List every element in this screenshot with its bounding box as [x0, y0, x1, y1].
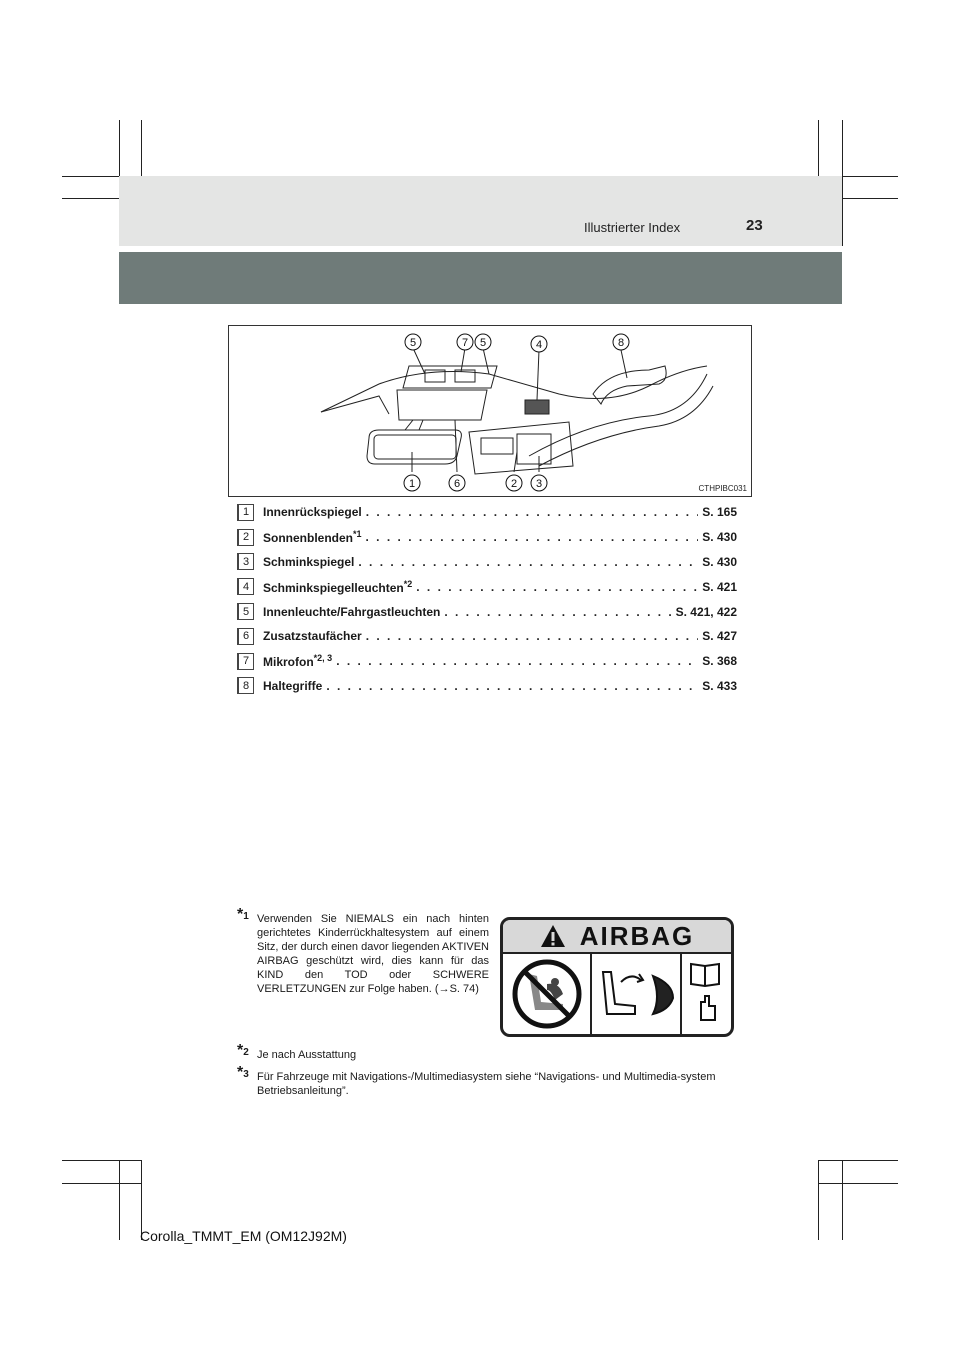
crop-mark: [62, 1183, 142, 1184]
leader-dots: [444, 605, 671, 619]
page-ref[interactable]: S. 430: [702, 530, 737, 545]
callout-6: 6: [453, 478, 461, 490]
callout-5a: 5: [409, 337, 417, 349]
item-number: 2: [237, 529, 254, 546]
page-number: 23: [746, 217, 763, 234]
leader-dots: [416, 580, 698, 594]
section-title: Illustrierter Index: [584, 220, 681, 235]
airbag-warning-label: [500, 917, 734, 1037]
page-ref[interactable]: S. 427: [702, 629, 737, 644]
callout-5b: 5: [479, 337, 487, 349]
list-item: [237, 599, 737, 624]
item-label: Innenrückspiegel: [263, 505, 362, 520]
footnote-ref: *1: [353, 529, 362, 540]
crop-mark: [62, 1160, 142, 1161]
callout-3: 3: [535, 478, 543, 490]
item-label: Schminkspiegelleuchten$^{*2}$: [263, 578, 413, 595]
index-list: [237, 500, 737, 698]
page-ref[interactable]: S. 433: [702, 678, 737, 693]
item-number: 3: [237, 553, 254, 570]
item-label: Sonnenblenden$^{*1}$: [263, 529, 362, 546]
list-item: [237, 574, 737, 599]
manual-reference-icon: [691, 964, 719, 1020]
leader-dots: [366, 629, 699, 643]
footnote-2: [237, 1042, 357, 1062]
footnote-3: [237, 1064, 727, 1098]
list-item: [237, 649, 737, 674]
callout-2: 2: [510, 478, 518, 490]
figure-code: CTHPIBC031: [698, 484, 747, 493]
list-item: [237, 550, 737, 575]
callout-4: 4: [535, 339, 543, 351]
headliner-drawing: [229, 326, 751, 496]
airbag-pictograms: [503, 954, 731, 1034]
item-number: 7: [237, 653, 254, 670]
footnote-asterisk: *1: [237, 906, 249, 923]
header-band: [119, 176, 842, 246]
item-label: Innenleuchte/Fahrgastleuchten: [263, 604, 441, 619]
item-label: Zusatzstaufächer: [263, 629, 362, 644]
leader-dots: [336, 654, 698, 668]
item-number: 4: [237, 578, 254, 595]
leader-dots: [366, 505, 699, 519]
footnote-1: [237, 906, 489, 996]
footnote-asterisk: *2: [237, 1042, 249, 1059]
item-label: Mikrofon$^{*2, 3}$: [263, 653, 333, 670]
seat-airbag-icon: [603, 972, 673, 1014]
page-ref[interactable]: S. 421, 422: [675, 604, 737, 619]
footnote-text: Verwenden Sie NIEMALS ein nach hinten gerichtetes Kinderrückhaltesystem auf einem Sitz, der durch einen davor liegenden AKTIVEN AIRBAG geschützt wird, dies kann für das KIND den TOD oder SCHWERE VERLETZUNGEN zur Folge haben. (→S. 74): [257, 913, 489, 995]
page-ref[interactable]: S. 368: [702, 654, 737, 669]
footnote-ref: *2: [403, 578, 413, 589]
footnote-ref: *2, 3: [313, 653, 333, 664]
page-ref[interactable]: S. 165: [702, 505, 737, 520]
document-footer: Corolla_TMMT_EM (OM12J92M): [140, 1228, 347, 1244]
airbag-label-header: [503, 920, 731, 954]
crop-mark: [818, 1183, 898, 1184]
crop-mark: [119, 1160, 120, 1240]
airbag-title: AIRBAG: [579, 920, 695, 951]
item-number: 1: [237, 504, 254, 521]
crop-mark: [818, 1160, 819, 1240]
footnote-text: Je nach Ausstattung: [257, 1049, 357, 1061]
interior-illustration: [228, 325, 752, 497]
list-item: [237, 525, 737, 550]
item-number: 8: [237, 677, 254, 694]
list-item: [237, 624, 737, 649]
section-band: [119, 252, 842, 304]
leader-dots: [366, 530, 699, 544]
page-ref[interactable]: S. 421: [702, 579, 737, 594]
item-number: 6: [237, 628, 254, 645]
list-item: [237, 500, 737, 525]
crop-mark: [842, 120, 843, 246]
crop-mark: [842, 1160, 843, 1240]
leader-dots: [326, 679, 698, 693]
leader-dots: [358, 555, 698, 569]
callout-8: 8: [617, 337, 625, 349]
item-label: Schminkspiegel: [263, 554, 355, 569]
callout-7: 7: [461, 337, 469, 349]
footnote-asterisk: *3: [237, 1064, 249, 1081]
callout-1: 1: [408, 478, 416, 490]
item-label: Haltegriffe: [263, 678, 323, 693]
page-ref[interactable]: S. 430: [702, 554, 737, 569]
list-item: [237, 674, 737, 699]
item-number: 5: [237, 603, 254, 620]
footnote-text: Für Fahrzeuge mit Navigations-/Multimediasystem siehe “Navigations- und Multimedia-system Betriebsanleitung”.: [257, 1071, 716, 1097]
warning-triangle-icon: [540, 924, 566, 948]
no-child-seat-icon: [515, 962, 579, 1026]
crop-mark: [818, 1160, 898, 1161]
